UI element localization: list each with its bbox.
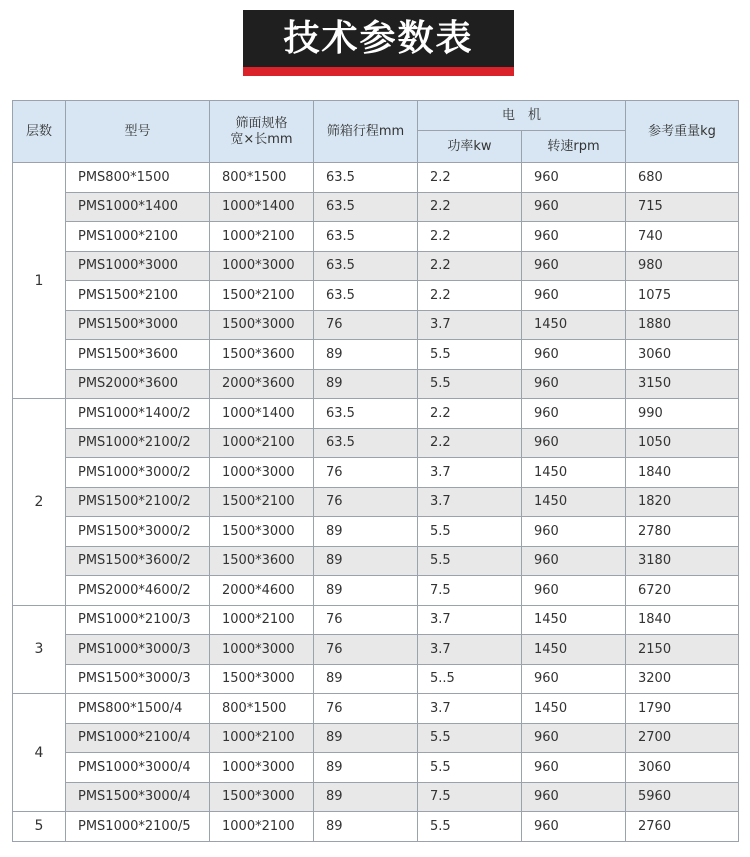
layer-cell: 5	[13, 812, 66, 842]
spec-cell: 1500*3600	[210, 340, 314, 370]
stroke-cell: 63.5	[314, 163, 418, 193]
weight-cell: 1880	[626, 310, 739, 340]
table-row	[13, 635, 739, 665]
weight-cell: 6720	[626, 576, 739, 606]
table-row	[13, 251, 739, 281]
power-cell: 7.5	[418, 782, 522, 812]
table-row	[13, 163, 739, 193]
title-banner	[0, 0, 750, 90]
model-cell: PMS1000*3000/2	[66, 458, 210, 488]
speed-cell: 1450	[522, 694, 626, 724]
model-cell: PMS1000*3000	[66, 251, 210, 281]
table-row	[13, 340, 739, 370]
power-cell: 5.5	[418, 517, 522, 547]
table-row	[13, 753, 739, 783]
speed-cell: 960	[522, 812, 626, 842]
header-speed: 转速rpm	[522, 131, 626, 163]
stroke-cell: 89	[314, 517, 418, 547]
speed-cell: 1450	[522, 487, 626, 517]
speed-cell: 960	[522, 163, 626, 193]
model-cell: PMS1500*3000/2	[66, 517, 210, 547]
weight-cell: 2700	[626, 723, 739, 753]
stroke-cell: 89	[314, 723, 418, 753]
speed-cell: 960	[522, 576, 626, 606]
model-cell: PMS1000*3000/4	[66, 753, 210, 783]
power-cell: 5.5	[418, 369, 522, 399]
table-row	[13, 428, 739, 458]
stroke-cell: 63.5	[314, 192, 418, 222]
speed-cell: 1450	[522, 605, 626, 635]
model-cell: PMS1500*2100/2	[66, 487, 210, 517]
weight-cell: 2150	[626, 635, 739, 665]
title-underline	[243, 67, 514, 76]
weight-cell: 1840	[626, 605, 739, 635]
stroke-cell: 76	[314, 458, 418, 488]
power-cell: 3.7	[418, 605, 522, 635]
weight-cell: 680	[626, 163, 739, 193]
model-cell: PMS1500*3600/2	[66, 546, 210, 576]
power-cell: 2.2	[418, 281, 522, 311]
speed-cell: 1450	[522, 310, 626, 340]
layer-cell: 3	[13, 605, 66, 694]
speed-cell: 960	[522, 664, 626, 694]
weight-cell: 715	[626, 192, 739, 222]
model-cell: PMS1500*3000/3	[66, 664, 210, 694]
stroke-cell: 89	[314, 812, 418, 842]
speed-cell: 960	[522, 222, 626, 252]
spec-cell: 1500*3000	[210, 310, 314, 340]
spec-cell: 800*1500	[210, 163, 314, 193]
speed-cell: 960	[522, 723, 626, 753]
spec-cell: 1500*3000	[210, 782, 314, 812]
header-screen-spec-line2: 宽×长mm	[230, 131, 293, 147]
speed-cell: 960	[522, 546, 626, 576]
table-row	[13, 723, 739, 753]
power-cell: 3.7	[418, 694, 522, 724]
power-cell: 3.7	[418, 487, 522, 517]
table-row	[13, 664, 739, 694]
spec-cell: 1000*3000	[210, 753, 314, 783]
spec-cell: 1000*2100	[210, 428, 314, 458]
speed-cell: 960	[522, 517, 626, 547]
stroke-cell: 76	[314, 694, 418, 724]
model-cell: PMS1500*3600	[66, 340, 210, 370]
header-stroke: 筛箱行程mm	[314, 101, 418, 163]
weight-cell: 980	[626, 251, 739, 281]
power-cell: 2.2	[418, 163, 522, 193]
spec-cell: 1500*2100	[210, 281, 314, 311]
speed-cell: 960	[522, 428, 626, 458]
table-row	[13, 605, 739, 635]
spec-cell: 1000*3000	[210, 458, 314, 488]
spec-cell: 1500*3600	[210, 546, 314, 576]
stroke-cell: 89	[314, 340, 418, 370]
power-cell: 3.7	[418, 635, 522, 665]
page-title: 技术参数表	[243, 10, 514, 67]
stroke-cell: 76	[314, 605, 418, 635]
speed-cell: 960	[522, 399, 626, 429]
model-cell: PMS2000*4600/2	[66, 576, 210, 606]
power-cell: 5.5	[418, 723, 522, 753]
model-cell: PMS1000*1400	[66, 192, 210, 222]
weight-cell: 2760	[626, 812, 739, 842]
stroke-cell: 89	[314, 576, 418, 606]
weight-cell: 3200	[626, 664, 739, 694]
header-motor: 电 机	[418, 101, 626, 131]
model-cell: PMS1000*1400/2	[66, 399, 210, 429]
table-row	[13, 399, 739, 429]
power-cell: 2.2	[418, 399, 522, 429]
model-cell: PMS1000*2100/4	[66, 723, 210, 753]
spec-cell: 800*1500	[210, 694, 314, 724]
table-row	[13, 458, 739, 488]
weight-cell: 740	[626, 222, 739, 252]
power-cell: 2.2	[418, 222, 522, 252]
spec-cell: 1000*3000	[210, 251, 314, 281]
weight-cell: 3060	[626, 340, 739, 370]
speed-cell: 960	[522, 281, 626, 311]
spec-cell: 1000*3000	[210, 635, 314, 665]
spec-cell: 1000*2100	[210, 812, 314, 842]
stroke-cell: 89	[314, 782, 418, 812]
spec-table	[12, 100, 739, 842]
header-model: 型号	[66, 101, 210, 163]
model-cell: PMS1500*3000/4	[66, 782, 210, 812]
weight-cell: 2780	[626, 517, 739, 547]
stroke-cell: 63.5	[314, 251, 418, 281]
model-cell: PMS800*1500	[66, 163, 210, 193]
power-cell: 2.2	[418, 251, 522, 281]
table-row	[13, 576, 739, 606]
weight-cell: 1790	[626, 694, 739, 724]
model-cell: PMS800*1500/4	[66, 694, 210, 724]
header-screen-spec-line1: 筛面规格	[235, 115, 288, 131]
spec-cell: 2000*3600	[210, 369, 314, 399]
model-cell: PMS1000*2100/5	[66, 812, 210, 842]
table-row	[13, 782, 739, 812]
weight-cell: 990	[626, 399, 739, 429]
stroke-cell: 89	[314, 546, 418, 576]
power-cell: 5.5	[418, 753, 522, 783]
spec-table-body	[13, 163, 739, 842]
spec-cell: 1000*2100	[210, 723, 314, 753]
weight-cell: 3060	[626, 753, 739, 783]
layer-cell: 4	[13, 694, 66, 812]
power-cell: 2.2	[418, 428, 522, 458]
spec-cell: 1000*1400	[210, 192, 314, 222]
table-row	[13, 812, 739, 842]
table-row	[13, 222, 739, 252]
spec-cell: 1000*2100	[210, 605, 314, 635]
spec-cell: 1500*2100	[210, 487, 314, 517]
model-cell: PMS2000*3600	[66, 369, 210, 399]
spec-cell: 1500*3000	[210, 517, 314, 547]
speed-cell: 1450	[522, 635, 626, 665]
table-row	[13, 281, 739, 311]
spec-cell: 1500*3000	[210, 664, 314, 694]
power-cell: 3.7	[418, 458, 522, 488]
stroke-cell: 63.5	[314, 281, 418, 311]
speed-cell: 960	[522, 251, 626, 281]
speed-cell: 960	[522, 192, 626, 222]
weight-cell: 3180	[626, 546, 739, 576]
stroke-cell: 89	[314, 753, 418, 783]
speed-cell: 960	[522, 782, 626, 812]
header-layer: 层数	[13, 101, 66, 163]
weight-cell: 1840	[626, 458, 739, 488]
power-cell: 5..5	[418, 664, 522, 694]
speed-cell: 960	[522, 340, 626, 370]
stroke-cell: 63.5	[314, 428, 418, 458]
stroke-cell: 89	[314, 369, 418, 399]
header-power: 功率kw	[418, 131, 522, 163]
power-cell: 5.5	[418, 340, 522, 370]
table-row	[13, 310, 739, 340]
table-row	[13, 694, 739, 724]
weight-cell: 1050	[626, 428, 739, 458]
header-screen-spec	[210, 101, 314, 163]
model-cell: PMS1500*3000	[66, 310, 210, 340]
weight-cell: 3150	[626, 369, 739, 399]
speed-cell: 1450	[522, 458, 626, 488]
power-cell: 5.5	[418, 546, 522, 576]
model-cell: PMS1000*2100	[66, 222, 210, 252]
weight-cell: 5960	[626, 782, 739, 812]
spec-cell: 2000*4600	[210, 576, 314, 606]
stroke-cell: 63.5	[314, 399, 418, 429]
stroke-cell: 76	[314, 487, 418, 517]
table-row	[13, 369, 739, 399]
stroke-cell: 76	[314, 635, 418, 665]
stroke-cell: 76	[314, 310, 418, 340]
speed-cell: 960	[522, 753, 626, 783]
power-cell: 5.5	[418, 812, 522, 842]
spec-cell: 1000*1400	[210, 399, 314, 429]
table-row	[13, 517, 739, 547]
speed-cell: 960	[522, 369, 626, 399]
layer-cell: 2	[13, 399, 66, 606]
power-cell: 7.5	[418, 576, 522, 606]
model-cell: PMS1000*2100/3	[66, 605, 210, 635]
header-weight: 参考重量kg	[626, 101, 739, 163]
model-cell: PMS1500*2100	[66, 281, 210, 311]
stroke-cell: 63.5	[314, 222, 418, 252]
weight-cell: 1075	[626, 281, 739, 311]
model-cell: PMS1000*3000/3	[66, 635, 210, 665]
table-row	[13, 487, 739, 517]
model-cell: PMS1000*2100/2	[66, 428, 210, 458]
weight-cell: 1820	[626, 487, 739, 517]
table-row	[13, 192, 739, 222]
stroke-cell: 89	[314, 664, 418, 694]
layer-cell: 1	[13, 163, 66, 399]
spec-cell: 1000*2100	[210, 222, 314, 252]
power-cell: 3.7	[418, 310, 522, 340]
table-row	[13, 546, 739, 576]
power-cell: 2.2	[418, 192, 522, 222]
